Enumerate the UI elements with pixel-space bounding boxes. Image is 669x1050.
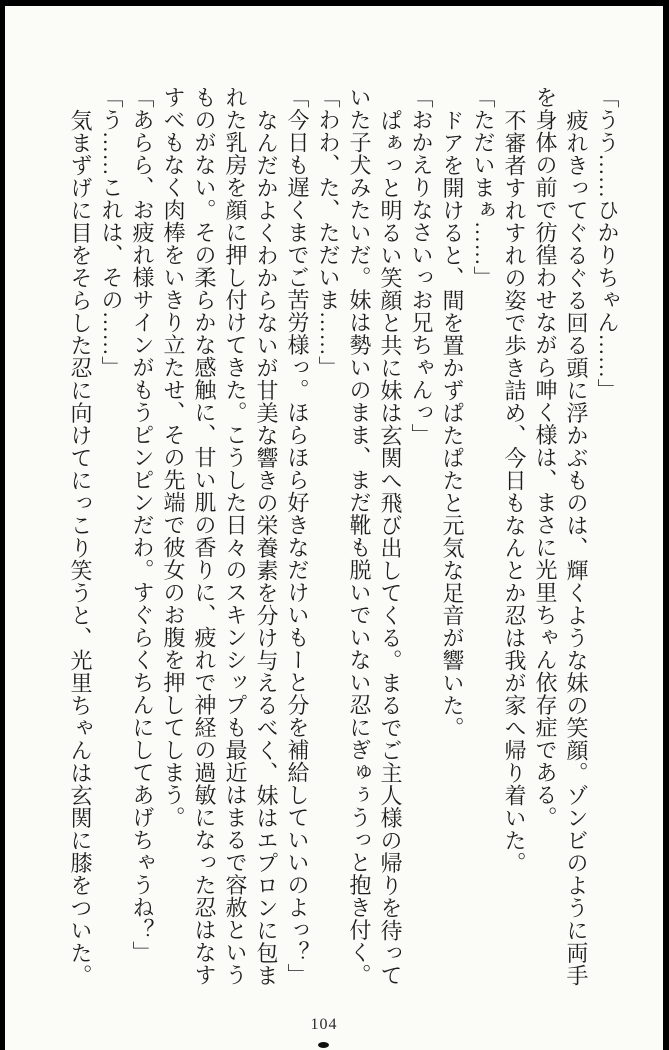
page-edge-right: [663, 0, 669, 1050]
page-edge-left: [0, 0, 5, 1050]
ink-mark: [318, 1042, 329, 1048]
paragraph-dialogue: 「わわ、た、ただいま……」: [316, 86, 341, 379]
paragraph-narrative: なんだかよくわからないが甘美な響きの栄養素を分け与えるべく、妹はエプロンに包まれた乳房を顔に押し付けてきた。こうした日々のスキンシップも最近はまるで容赦というものがない。その柔らかな感触に、甘い肌の香りに、疲れで神経の過敏になった忍はなすすべもなく肉棒をいきり立たせ、その先端で彼女のお腹を押してしまう。: [161, 86, 279, 986]
paragraph-dialogue: 「う……これは、その……」: [99, 86, 124, 379]
paragraph-dialogue: 「あらら、お疲れ様サインがもうピンピンだわ。すぐらくちんにしてあげちゃうね？」: [130, 86, 155, 964]
page-edge-top: [0, 0, 669, 6]
paragraph-dialogue: 「ただいまぁ……」: [471, 86, 496, 289]
text-block: [65, 86, 623, 988]
paragraph-dialogue: 「おかえりなさいっお兄ちゃんっ」: [409, 86, 434, 446]
paragraph-narrative: ドアを開けると、間を置かずぱたぱたと元気な足音が響いた。: [440, 108, 465, 739]
paragraph-narrative: ぱぁっと明るい笑顔と共に妹は玄関へ飛び出してくる。まるでご主人様の帰りを待っていた子犬みたいだ。妹は勢いのまま、まだ靴も脱いでいない忍にぎゅぅうっと抱き付く。: [347, 86, 403, 986]
paragraph-narrative: 気まずげに目をそらした忍に向けてにっこり笑うと、光里ちゃんは玄関に膝をついた。: [68, 108, 93, 986]
paragraph-dialogue: 「今日も遅くまでご苦労様っ。ほらほら好きなだけいもーと分を補給していいのよっ？」: [285, 86, 310, 986]
paragraph-narrative: 不審者すれすれの姿で歩き詰め、今日もなんとか忍は我が家へ帰り着いた。: [502, 108, 527, 874]
paragraph-dialogue: 「うう……ひかりちゃん……」: [595, 86, 620, 401]
page-number: 104: [310, 1016, 338, 1033]
paragraph-narrative: 疲れきってぐるぐる回る頭に浮かぶものは、輝くような妹の笑顔。ゾンビのように両手を身体の前で彷徨わせながら呻く様は、まさに光里ちゃん依存症である。: [533, 86, 589, 986]
